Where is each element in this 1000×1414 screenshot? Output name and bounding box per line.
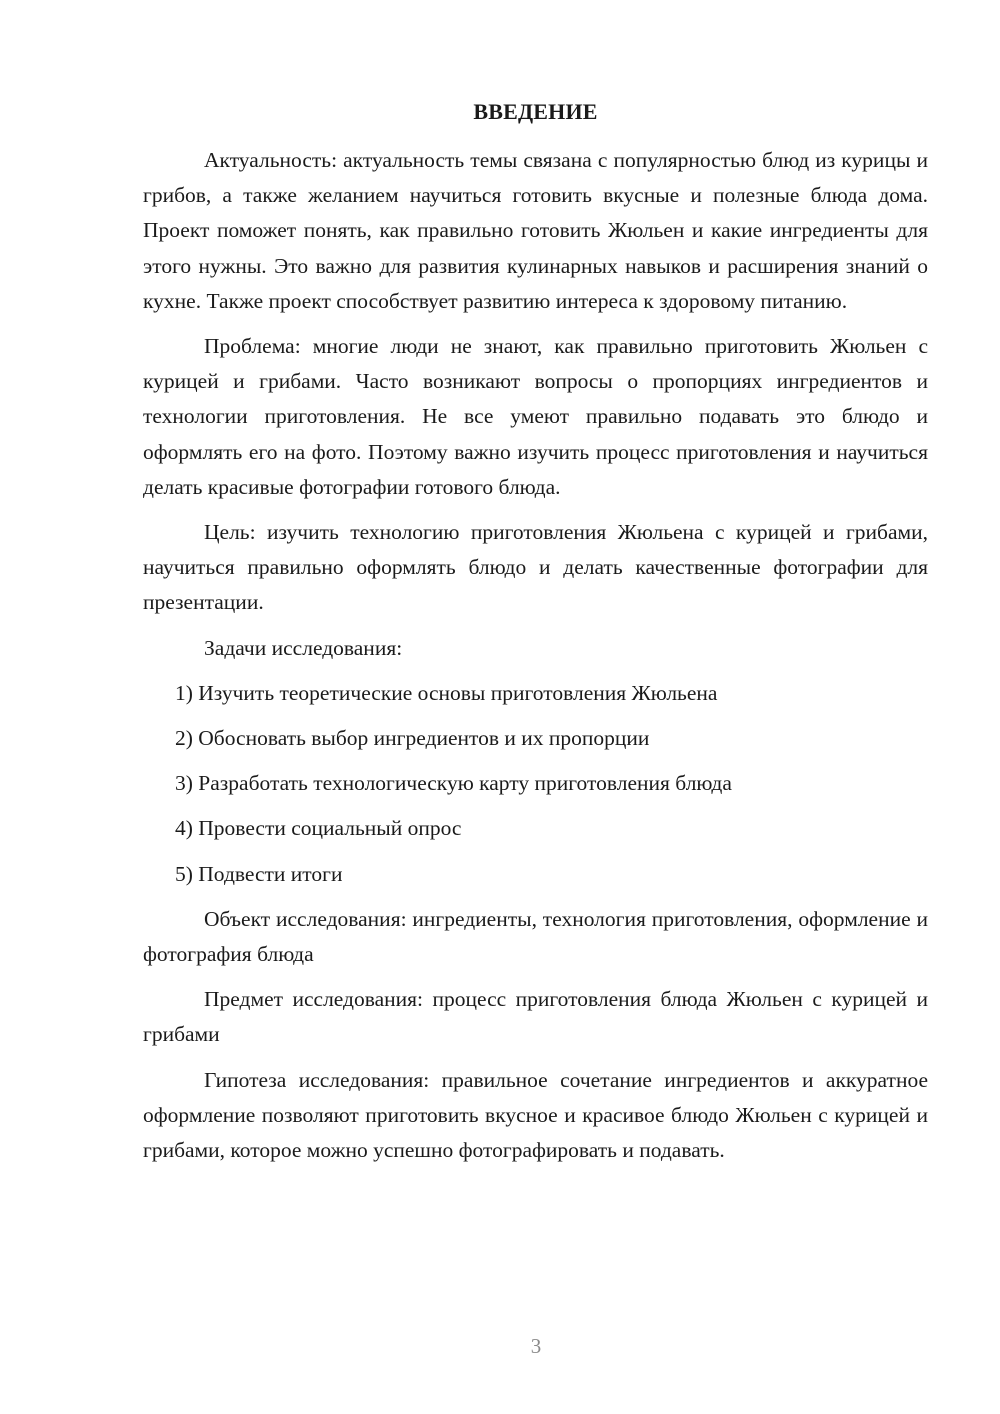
- task-item: 3) Разработать технологическую карту приготовления блюда: [175, 771, 732, 796]
- task-item: 4) Провести социальный опрос: [175, 816, 462, 841]
- tasks-list: [143, 676, 928, 892]
- task-item: 2) Обосновать выбор ингредиентов и их пропорции: [175, 726, 650, 751]
- object-paragraph: Объект исследования: ингредиенты, технология приготовления, оформление и фотография блюда: [143, 906, 928, 967]
- goal-paragraph: Цель: изучить технологию приготовления Жюльена с курицей и грибами, научиться правильно оформлять блюдо и делать качественные фотографии для презентации.: [143, 520, 928, 615]
- problem-paragraph: Проблема: многие люди не знают, как правильно приготовить Жюльен с курицей и грибами. Часто возникают вопросы о пропорциях ингредиентов и технологии приготовления. Не все умеют правильно подавать это блюдо и оформлять его на фото. Поэтому важно изучить процесс приготовления и научиться делать красивые фотографии готового блюда.: [143, 334, 928, 499]
- subject-paragraph: Предмет исследования: процесс приготовления блюда Жюльен с курицей и грибами: [143, 987, 928, 1047]
- tasks-heading: Задачи исследования:: [204, 635, 403, 660]
- task-item: 1) Изучить теоретические основы приготовления Жюльена: [175, 680, 718, 705]
- hypothesis-paragraph: Гипотеза исследования: правильное сочетание ингредиентов и аккуратное оформление позволяют приготовить вкусное и красивое блюдо Жюльен с курицей и грибами, которое можно успешно фотографировать и подавать.: [143, 1067, 928, 1163]
- task-item: 5) Подвести итоги: [175, 861, 343, 886]
- page-number: 3: [530, 1334, 542, 1358]
- relevance-paragraph: Актуальность: актуальность темы связана с популярностью блюд из курицы и грибов, а также желанием научиться готовить вкусные и полезные блюда дома. Проект поможет понять, как правильно готовить Жюльен и какие ингредиенты для этого нужны. Это важно для развития кулинарных навыков и расширения знаний о кухне. Также проект способствует развитию интереса к здоровому питанию.: [143, 148, 928, 313]
- section-title: ВВЕДЕНИЕ: [473, 99, 598, 124]
- document-page: [143, 94, 928, 1178]
